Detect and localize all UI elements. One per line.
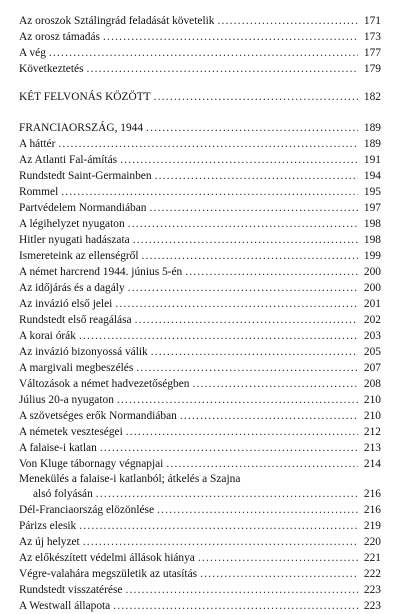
toc-group-1 xyxy=(19,13,381,77)
toc-entry-title: Következtetés xyxy=(19,63,84,75)
toc-entry-title: Változások a német hadvezetőségben xyxy=(19,378,190,390)
dot-leader xyxy=(151,344,358,360)
toc-entry-page-number: 207 xyxy=(363,362,381,374)
dot-leader xyxy=(155,168,358,184)
toc-entry-page-number: 202 xyxy=(363,314,381,326)
toc-entry xyxy=(19,534,381,550)
toc-entry-title: Menekülés a falaise-i katlanból; átkelés a Szajna xyxy=(19,473,241,485)
toc-entry xyxy=(19,344,381,360)
toc-entry-title: Végre-valahára megszületik az utasítás xyxy=(19,568,198,580)
toc-entry-title: A falaise-i katlan xyxy=(19,442,97,454)
dot-leader xyxy=(149,200,358,216)
toc-entry xyxy=(19,152,381,168)
toc-entry-title: A Westwall állapota xyxy=(19,600,111,612)
dot-leader xyxy=(96,486,358,502)
toc-entry-page-number: 219 xyxy=(363,520,381,532)
toc-entry xyxy=(19,408,381,424)
toc-entry xyxy=(19,518,381,534)
toc-entry-page-number: 200 xyxy=(363,266,381,278)
toc-entry-page-number: 223 xyxy=(363,584,381,596)
toc-entry-title: A korai órák xyxy=(19,330,76,342)
toc-entry xyxy=(19,440,381,456)
toc-entry xyxy=(19,424,381,440)
toc-entry-page-number: 171 xyxy=(363,15,381,27)
dot-leader xyxy=(185,264,358,280)
toc-entry-title: Rundstedt első reagálása xyxy=(19,314,132,326)
dot-leader xyxy=(49,45,358,61)
toc-entry-page-number: 200 xyxy=(363,282,381,294)
toc-entry-page-number: 189 xyxy=(363,138,381,150)
toc-entry-page-number: 208 xyxy=(363,378,381,390)
toc-entry xyxy=(19,45,381,61)
toc-entry xyxy=(19,550,381,566)
dot-leader xyxy=(166,456,358,472)
dot-leader xyxy=(146,120,358,136)
dot-leader xyxy=(79,328,358,344)
toc-entry-page-number: 213 xyxy=(363,442,381,454)
toc-entry xyxy=(19,328,381,344)
dot-leader xyxy=(61,184,358,200)
dot-leader xyxy=(117,392,358,408)
toc-entry-title: Július 20-a nyugaton xyxy=(19,394,114,406)
toc-entry-page-number: 182 xyxy=(363,91,381,103)
toc-entry-page-number: 191 xyxy=(363,154,381,166)
toc-entry-title: A német harcrend 1944. június 5-én xyxy=(19,266,183,278)
toc-entry xyxy=(19,456,381,472)
toc-entry-page-number: 195 xyxy=(363,186,381,198)
toc-entry xyxy=(19,296,381,312)
toc-entry-page-number: 198 xyxy=(363,218,381,230)
toc-group-3 xyxy=(19,120,381,614)
toc-entry-title: Hitler nyugati hadászata xyxy=(19,234,130,246)
toc-entry-title: Az előkészített védelmi állások hiánya xyxy=(19,552,195,564)
toc-entry-title: Az oroszok Sztálingrád feladását követelik xyxy=(19,15,215,27)
dot-leader xyxy=(135,312,358,328)
toc-entry xyxy=(19,248,381,264)
toc-entry xyxy=(19,472,381,502)
toc-entry xyxy=(19,392,381,408)
toc-entry xyxy=(19,136,381,152)
toc-entry-page-number: 221 xyxy=(363,552,381,564)
toc-entry-title: Partvédelem Normandiában xyxy=(19,202,147,214)
dot-leader xyxy=(192,376,358,392)
toc-entry-title: A háttér xyxy=(19,138,56,150)
dot-leader xyxy=(83,534,358,550)
toc-entry-title: Az új helyzet xyxy=(19,536,80,548)
toc-entry xyxy=(19,232,381,248)
toc-entry-page-number: 220 xyxy=(363,536,381,548)
dot-leader xyxy=(103,29,358,45)
toc-entry-title: Dél-Franciaország elözönlése xyxy=(19,504,155,516)
toc-entry xyxy=(19,168,381,184)
dot-leader xyxy=(200,566,358,582)
dot-leader xyxy=(136,360,358,376)
toc-entry-page-number: 216 xyxy=(363,504,381,516)
toc-entry-page-number: 173 xyxy=(363,31,381,43)
dot-leader xyxy=(79,518,358,534)
toc-entry-page-number: 177 xyxy=(363,47,381,59)
toc-entry-page-number: 198 xyxy=(363,234,381,246)
dot-leader xyxy=(58,136,358,152)
dot-leader xyxy=(100,440,358,456)
toc-entry-title-continued: alsó folyásán xyxy=(33,488,93,500)
dot-leader xyxy=(128,280,358,296)
toc-entry xyxy=(19,264,381,280)
dot-leader xyxy=(113,598,358,614)
toc-entry-title: Az időjárás és a dagály xyxy=(19,282,125,294)
toc-entry xyxy=(19,29,381,45)
toc-entry xyxy=(19,502,381,518)
dot-leader xyxy=(115,296,358,312)
toc-entry-title: KÉT FELVONÁS KÖZÖTT xyxy=(19,91,151,103)
toc-entry-title: Rundstedt Saint-Germainben xyxy=(19,170,152,182)
toc-entry-title: A németek veszteségei xyxy=(19,426,123,438)
toc-entry xyxy=(19,598,381,614)
toc-group-2 xyxy=(19,89,381,105)
toc-entry-title: Rundstedt visszatérése xyxy=(19,584,123,596)
toc-entry xyxy=(19,216,381,232)
dot-leader xyxy=(198,550,358,566)
toc-entry-page-number: 223 xyxy=(363,600,381,612)
toc-entry-page-number: 189 xyxy=(363,122,381,134)
toc-entry-title: A szövetséges erők Normandiában xyxy=(19,410,177,422)
toc-entry-page-number: 179 xyxy=(363,63,381,75)
dot-leader xyxy=(217,13,358,29)
toc-entry-page-number: 222 xyxy=(363,568,381,580)
dot-leader xyxy=(154,89,358,105)
toc-entry xyxy=(19,89,381,105)
toc-entry-page-number: 203 xyxy=(363,330,381,342)
dot-leader xyxy=(157,502,358,518)
toc-entry-title: FRANCIAORSZÁG, 1944 xyxy=(19,122,144,134)
dot-leader xyxy=(133,232,358,248)
toc-entry-page-number: 194 xyxy=(363,170,381,182)
toc-entry xyxy=(19,120,381,136)
toc-entry-title: Ismereteink az ellenségről xyxy=(19,250,139,262)
toc-entry-title: Von Kluge tábornagy végnapjai xyxy=(19,458,164,470)
toc-entry-page-number: 216 xyxy=(363,488,381,500)
toc-entry xyxy=(19,61,381,77)
toc-entry-page-number: 201 xyxy=(363,298,381,310)
dot-leader xyxy=(142,248,358,264)
toc-entry xyxy=(19,566,381,582)
toc-entry-title: Az orosz támadás xyxy=(19,31,100,43)
toc-entry xyxy=(19,280,381,296)
toc-entry xyxy=(19,184,381,200)
toc-entry-title: A margivali megbeszélés xyxy=(19,362,134,374)
toc-entry xyxy=(19,376,381,392)
toc-entry-title: A légihelyzet nyugaton xyxy=(19,218,125,230)
toc-entry-title: Rommel xyxy=(19,186,59,198)
toc-entry xyxy=(19,312,381,328)
dot-leader xyxy=(180,408,358,424)
toc-entry xyxy=(19,13,381,29)
toc-entry-page-number: 197 xyxy=(363,202,381,214)
toc-entry-page-number: 205 xyxy=(363,346,381,358)
toc-entry-page-number: 214 xyxy=(363,458,381,470)
dot-leader xyxy=(126,424,358,440)
toc-entry-title: A vég xyxy=(19,47,46,59)
toc-entry-title: Az invázió bizonyossá válik xyxy=(19,346,148,358)
toc-entry-title: Az invázió első jelei xyxy=(19,298,113,310)
toc-entry-page-number: 199 xyxy=(363,250,381,262)
toc-entry-page-number: 210 xyxy=(363,410,381,422)
toc-entry-page-number: 212 xyxy=(363,426,381,438)
toc-entry xyxy=(19,582,381,598)
toc-entry xyxy=(19,200,381,216)
toc-entry-page-number: 210 xyxy=(363,394,381,406)
dot-leader xyxy=(128,216,358,232)
dot-leader xyxy=(125,582,358,598)
toc-entry-title: Az Atlanti Fal-ámítás xyxy=(19,154,118,166)
dot-leader xyxy=(87,61,358,77)
toc-entry xyxy=(19,360,381,376)
toc-entry-title: Párizs elesik xyxy=(19,520,77,532)
dot-leader xyxy=(120,152,358,168)
